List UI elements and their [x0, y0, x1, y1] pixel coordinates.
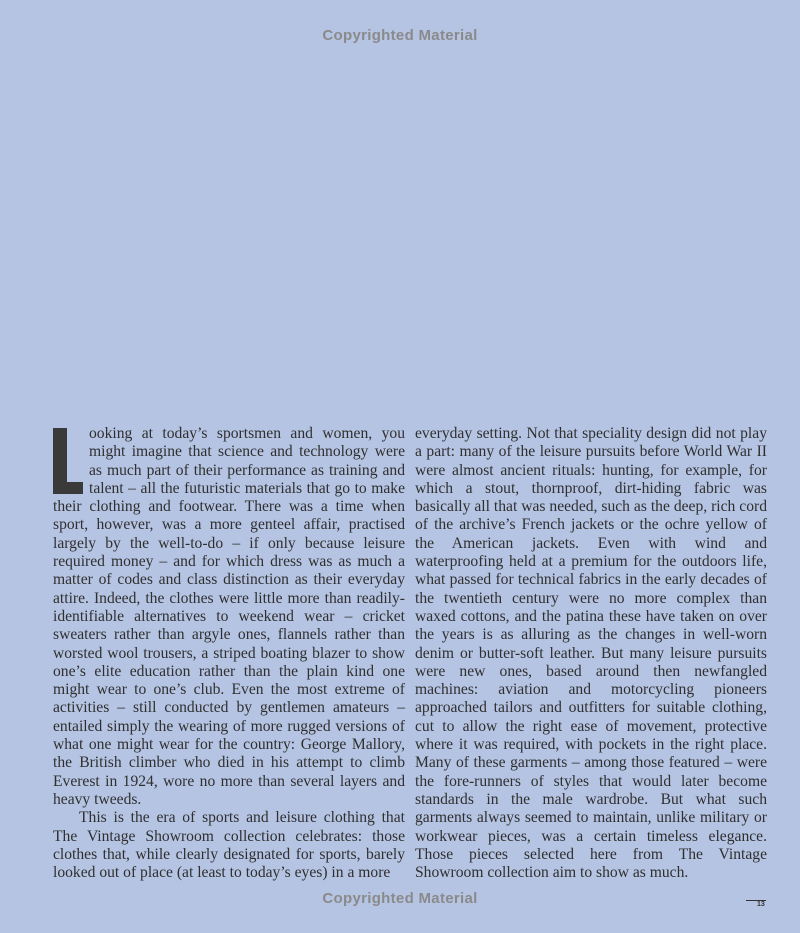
article-paragraph-3: everyday setting. Not that speciality design did not play a part: many of the leisure pursuits before World War II were almost ancient rituals: hunting, for example, for which a stout, thornproof, dirt-hiding fabric was basically all that was needed, such as the deep, rich cord of the archive’s French jackets or the ochre yellow of the American jackets. Even with wind and waterproofing held at a premium for the outdoors life, what passed for technical fabrics in the early decades of the twentieth century were no more complex than waxed cottons, and the patina these have taken on over the years is as alluring as the changes in well-worn denim or butter-soft leather. But many leisure pursuits were new ones, based around then newfangled machines: aviation and motorcycling pioneers approached tailors and outfitters for suitable clothing, cut to allow the right ease of movement, protective where it was required, with pockets in the right place. Many of these garments – among those featured – were the fore-runners of styles that would later become standards in the male wardrobe. But what such garments always seemed to maintain, unlike military or workwear pieces, was a certain timeless elegance. Those pieces selected here from The Vintage Showroom collection aim to show as much. — [415, 425, 767, 882]
article-column-left — [53, 425, 405, 882]
article-paragraph-1: ooking at today’s sportsmen and women, you might imagine that science and technology were as much part of their performance as training and talent – all the futuristic materials that go to make their clothing and footwear. There was a time when sport, however, was a more genteel affair, practised largely by the well-to-do – if only because leisure required money – and for which dress was as much a matter of codes and class distinction as their everyday attire. Indeed, the clothes were little more than readily-identifiable alternatives to weekend wear – cricket sweaters rather than argyle ones, flannels rather than worsted wool trousers, a striped boating blazer to show one’s elite education rather than the plain kind one might wear to one’s club. Even the most extreme of activities – still conducted by gentlemen amateurs – entailed simply the wearing of more rugged versions of what one might wear for the country: George Mallory, the British climber who died in his attempt to climb Everest in 1924, wore no more than several layers and heavy tweeds. — [53, 425, 405, 808]
copyright-watermark-top: Copyrighted Material — [322, 27, 478, 44]
article-column-right — [415, 425, 767, 882]
page-number: 13 — [757, 901, 765, 908]
drop-cap — [53, 428, 83, 494]
copyright-watermark-bottom: Copyrighted Material — [322, 890, 478, 907]
article-paragraph-2: This is the era of sports and leisure clothing that The Vintage Showroom collection celebrates: those clothes that, while clearly designated for sports, barely looked out of place (at least to today’s eyes) in a more — [53, 809, 405, 882]
